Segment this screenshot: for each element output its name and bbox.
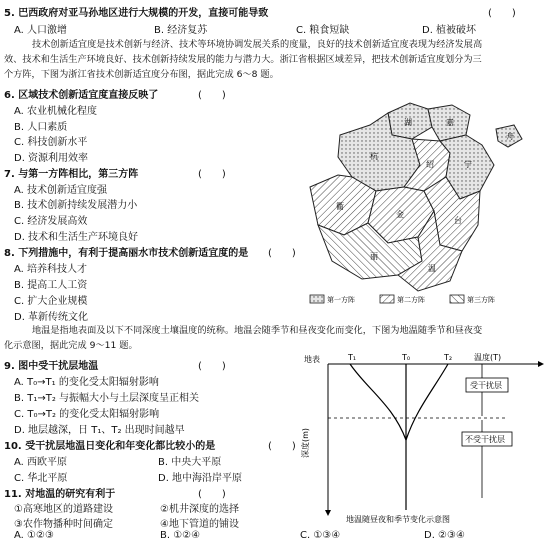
legend-swatch-3 (450, 295, 464, 303)
curve-t2 (406, 364, 448, 440)
q10-option-b: B. 中央大平原 (158, 457, 222, 468)
legend-label-1: 第一方阵 (327, 296, 355, 304)
region-label-jia: 嘉 (446, 118, 454, 127)
passage1-line2: 效、技术和生活生产环境良好、技术创新持续发展的能力与潜力大。浙江省根据区域差异，把技术创新适宜度划分为三 (4, 54, 482, 65)
passage2-line2: 化示意图，据此完成 9～11 题。 (4, 340, 138, 351)
q6-option-c: C. 科技创新水平 (14, 137, 88, 148)
region-label-li: 丽 (370, 252, 378, 261)
q10-option-c: C. 华北平原 (14, 473, 68, 484)
depth-axis-label: 深度(m) (301, 427, 310, 458)
q10-option-a: A. 西欧平原 (14, 457, 68, 468)
q10-stem: 10. 受干扰层地温日变化和年变化都比较小的是 (4, 441, 216, 452)
q11-paren: ( ) (198, 489, 226, 500)
q11-item-2: ②机井深度的选择 (160, 504, 239, 515)
surface-label: 地表 (304, 355, 320, 364)
q11-item-3: ③农作物播种时间确定 (14, 519, 113, 530)
q8-option-a: A. 培养科技人才 (14, 264, 88, 275)
undisturbed-label: 不受干扰层 (465, 435, 505, 444)
region-label-hang: 杭 (370, 152, 378, 161)
temp-axis-arrow (538, 361, 544, 367)
q10-option-d: D. 地中海沿岸平原 (158, 473, 243, 484)
q5-option-d: D. 植被破坏 (422, 25, 477, 36)
q7-option-b: B. 技术创新持续发展潜力小 (14, 200, 138, 211)
q5-paren: ( ) (488, 8, 516, 19)
q10-paren: ( ) (268, 441, 296, 452)
region-label-zhou: 舟 (506, 132, 514, 141)
q9-stem: 9. 图中受干扰层地温 (4, 361, 99, 372)
q8-option-d: D. 革新传统文化 (14, 312, 89, 323)
temp-axis-label: 温度(T) (474, 353, 502, 362)
region-label-jin: 金 (396, 210, 404, 219)
region-label-qu: 衢 (336, 202, 344, 211)
q6-stem: 6. 区域技术创新适宜度直接反映了 (4, 90, 159, 101)
passage1-line3: 个方阵，下图为浙江省技术创新适宜度分布图，据此完成 6～8 题。 (4, 69, 279, 80)
q9-paren: ( ) (198, 361, 226, 372)
q6-option-b: B. 人口素质 (14, 122, 68, 133)
disturbed-label: 受干扰层 (470, 381, 502, 390)
q11-option-c: C. ①③④ (300, 530, 341, 541)
q8-option-b: B. 提高工人工资 (14, 280, 88, 291)
q11-option-d: D. ②③④ (424, 530, 465, 541)
q9-option-a: A. T₀→T₁ 的变化受太阳辐射影响 (14, 377, 159, 388)
q5-stem: 5. 巴西政府对亚马孙地区进行大规模的开发，直接可能导致 (4, 8, 269, 19)
q5-option-b: B. 经济复苏 (154, 25, 208, 36)
q7-option-d: D. 技术和生活生产环境良好 (14, 232, 139, 243)
region-label-wen: 温 (428, 264, 436, 273)
t0-label: T₀ (402, 353, 411, 362)
q7-option-c: C. 经济发展高效 (14, 216, 88, 227)
q8-paren: ( ) (268, 248, 296, 259)
q6-option-a: A. 农业机械化程度 (14, 106, 98, 117)
q7-option-a: A. 技术创新适宜度强 (14, 185, 108, 196)
depth-axis-arrow (325, 510, 331, 516)
q6-option-d: D. 资源利用效率 (14, 153, 89, 164)
q11-option-b: B. ①②④ (160, 530, 201, 541)
passage1-line1: 技术创新适宜度是技术创新与经济、技术等环境协调发展关系的度量，良好的技术创新适宜度表现为经济发展高 (32, 39, 483, 50)
q11-item-4: ④地下管道的铺设 (160, 519, 239, 530)
q11-stem: 11. 对地温的研究有利于 (4, 489, 116, 500)
q8-option-c: C. 扩大企业规模 (14, 296, 88, 307)
curve-t1 (350, 364, 406, 440)
zhejiang-tech-map (300, 95, 540, 317)
q8-stem: 8. 下列措施中，有利于提高丽水市技术创新适宜度的是 (4, 248, 249, 259)
q11-item-1: ①高寒地区的道路建设 (14, 504, 113, 515)
region-label-tai: 台 (454, 216, 462, 225)
t1-label: T₁ (348, 353, 357, 362)
legend-swatch-2 (380, 295, 394, 303)
legend-label-3: 第三方阵 (467, 296, 495, 304)
q5-option-c: C. 粮食短缺 (296, 25, 350, 36)
region-label-ning: 宁 (464, 160, 472, 169)
q7-stem: 7. 与第一方阵相比，第三方阵 (4, 169, 139, 180)
passage2-line1: 地温是指地表面及以下不同深度土壤温度的统称。地温会随季节和昼夜变化而变化，下图为地温随季节和昼夜变 (32, 325, 483, 336)
t2-label: T₂ (444, 353, 453, 362)
legend-label-2: 第二方阵 (397, 296, 425, 304)
q7-paren: ( ) (198, 169, 226, 180)
legend-swatch-1 (310, 295, 324, 303)
q9-option-c: C. T₀→T₂ 的变化受太阳辐射影响 (14, 409, 160, 420)
q9-option-d: D. 地层越深，日 T₁、T₂ 出现时间越早 (14, 425, 185, 436)
diagram-caption: 地温随昼夜和季节变化示意图 (346, 515, 450, 524)
q11-option-a: A. ①②③ (14, 530, 54, 541)
q9-option-b: B. T₁→T₂ 与振幅大小与土层深度呈正相关 (14, 393, 200, 404)
q6-paren: ( ) (198, 90, 226, 101)
q5-option-a: A. 人口激增 (14, 25, 68, 36)
region-label-shao: 绍 (426, 160, 434, 169)
region-label-hu: 湖 (404, 118, 412, 127)
soil-temperature-diagram (298, 350, 548, 524)
